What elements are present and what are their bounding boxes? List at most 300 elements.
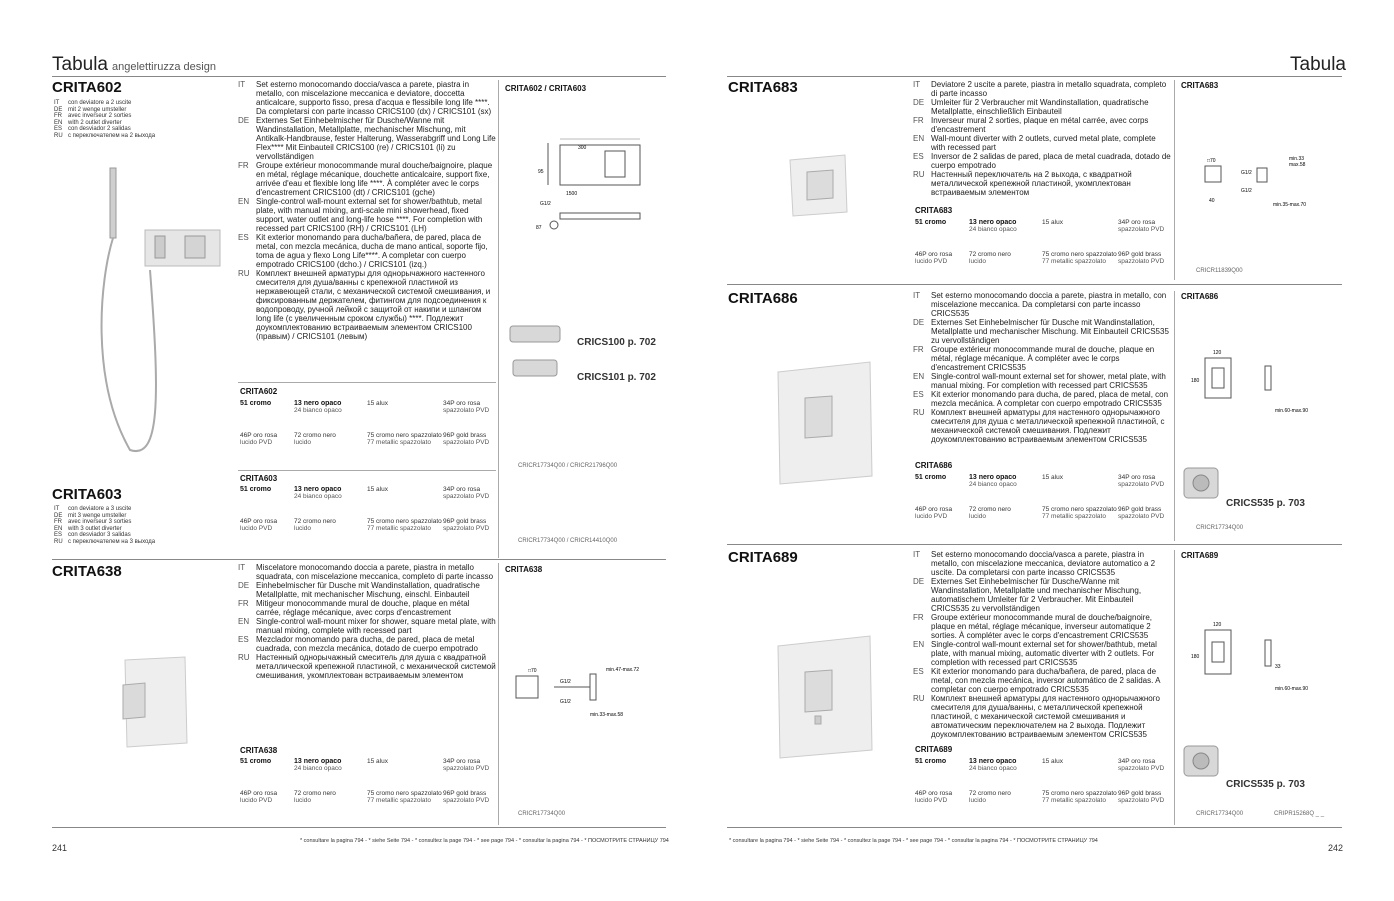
finish-name: 51 cromo bbox=[240, 758, 272, 765]
lang-code: ES bbox=[913, 152, 924, 161]
variant-row bbox=[54, 133, 155, 140]
lang-code: FR bbox=[913, 345, 924, 354]
diverter-button bbox=[815, 716, 821, 724]
lang-code: FR bbox=[913, 613, 924, 622]
crics-images bbox=[505, 320, 565, 384]
shower-hose bbox=[102, 238, 156, 451]
variant-row bbox=[54, 513, 155, 520]
description-text: Groupe extérieur monocommande mural douche/baignoire, plaque en métal, réglage mécanique, douchette anticalcaire, support fixe, arrivée d'eau et flexible long life ****. À compléter avec le corps d'encastrement CRICS100 (dt) / CRICS101 (gche) bbox=[256, 161, 493, 197]
finish-detail: lucido bbox=[294, 797, 311, 804]
finish-cell bbox=[915, 219, 946, 226]
finish-cell bbox=[367, 758, 388, 765]
dim-label: min.60-max.90 bbox=[1275, 686, 1309, 692]
finish-name: 15 alux bbox=[367, 400, 388, 407]
dim-label: G1/2 bbox=[1241, 188, 1252, 194]
finish-cell bbox=[969, 219, 1017, 233]
lang-code: RU bbox=[54, 538, 63, 545]
finish-detail: spazzolato PVD bbox=[1118, 258, 1165, 265]
description-row bbox=[238, 635, 496, 653]
finish-name: 75 cromo nero spazzolato bbox=[367, 432, 442, 439]
column-divider bbox=[498, 563, 499, 825]
dim-label: 40 bbox=[1209, 198, 1215, 204]
lang-code: IT bbox=[913, 291, 921, 300]
finish-cell bbox=[1118, 219, 1164, 233]
finish-name: 96P gold brass bbox=[1118, 790, 1162, 797]
finish-cell bbox=[915, 474, 946, 481]
finish-name: 51 cromo bbox=[915, 758, 947, 765]
description-text: Deviatore 2 uscite a parete, piastra in metallo squadrata, completo di parte incasso bbox=[931, 80, 1167, 98]
variant-row bbox=[54, 126, 155, 133]
header-rule-right bbox=[727, 76, 1342, 77]
description-row bbox=[913, 98, 1171, 116]
lang-code: EN bbox=[238, 197, 250, 206]
dim-label: 180 bbox=[1191, 378, 1200, 384]
diverter-handle bbox=[185, 236, 205, 258]
finish-name: 15 alux bbox=[367, 758, 388, 765]
description-row bbox=[913, 577, 1171, 613]
lang-code: RU bbox=[238, 653, 250, 662]
finish-detail: lucido bbox=[294, 439, 311, 446]
description-text: Externes Set Einhebelmischer für Dusche/Wanne mit Wandinstallation, Metallplatte und mechanischer Mischung, automatischem Umleiter für 2 Verbraucher. Mit Einbauteil CRICS535 zu vervollständigen bbox=[931, 577, 1142, 613]
description-text: Kit exterior monomando para ducha/bañera, de pared, placa de metal, con mezcla mecánica, ducha de mano antical, soporte fijo, toma de agua y flexo Long Life****. A completar con cuerpo empotrado CRICS100 (dcho.) / CRICS101 (izq.) bbox=[256, 233, 488, 269]
finish-cell bbox=[915, 506, 952, 520]
variant-text: with 3 outlet diverter bbox=[68, 525, 122, 532]
description-text: Umleiter für 2 Verbraucher mit Wandinstallation, quadratische Metallplatte, einschließlich Einbauteil bbox=[931, 98, 1149, 116]
finish-name: 51 cromo bbox=[915, 474, 947, 481]
description-text: Single-control wall-mount external set for shower/bathtub, metal plate, with manual mixing, anti-scale mini showerhead, fixed support, water outlet and long-life hose ****. For completion with recessed part CRICS100 (RH) / CRICS101 (LH) bbox=[256, 197, 483, 233]
crics535-image bbox=[1180, 462, 1222, 506]
finish-name: 34P oro rosa bbox=[443, 486, 481, 493]
finish-detail: lucido PVD bbox=[240, 439, 273, 446]
product-code-crita602: CRITA602 bbox=[52, 79, 122, 96]
description-text: Kit exterior monomando para ducha, de pared, placa de metal, con mezcla mecánica. A completar con cuerpo empotrado CRICS535 bbox=[931, 390, 1169, 408]
finish-detail: spazzolato PVD bbox=[443, 407, 490, 414]
drawing-plate bbox=[1205, 630, 1231, 674]
description-text: Single-control wall-mount mixer for shower, square metal plate, with manual mixing, complete with recessed part bbox=[256, 617, 496, 635]
finish-detail: lucido PVD bbox=[915, 797, 948, 804]
finish-cell bbox=[367, 400, 388, 407]
variant-row bbox=[54, 519, 155, 526]
spare-ref-689: CRICR17734Q00 bbox=[1196, 811, 1244, 817]
spare-ref-638: CRICR17734Q00 bbox=[518, 811, 566, 817]
finish-detail: 77 metallic spazzolato bbox=[367, 525, 431, 532]
diagram-title-683: CRITA683 bbox=[1181, 81, 1219, 90]
finish-detail: spazzolato PVD bbox=[1118, 797, 1165, 804]
dim-label: G1/2 bbox=[1241, 170, 1252, 176]
finish-detail: lucido PVD bbox=[240, 797, 273, 804]
finish-cell bbox=[1042, 251, 1117, 265]
description-row bbox=[913, 694, 1171, 739]
diagram-title-602: CRITA602 / CRITA603 bbox=[505, 84, 587, 93]
description-crita689 bbox=[913, 550, 1171, 739]
finish-cell bbox=[969, 474, 1017, 488]
finish-name: 46P oro rosa bbox=[915, 790, 953, 797]
lang-code: EN bbox=[913, 372, 925, 381]
finish-name: 34P oro rosa bbox=[1118, 219, 1156, 226]
description-text: Mitigeur monocommande mural de douche, plaque en métal carrée, réglage mécanique, avec corps d'encastrement bbox=[256, 599, 470, 617]
mixer-handle bbox=[805, 396, 832, 438]
finish-cell bbox=[1042, 506, 1117, 520]
variant-row bbox=[54, 100, 155, 107]
finish-table-title-689: CRITA689 bbox=[915, 745, 953, 754]
designer-name: angelettiruzza design bbox=[112, 61, 216, 73]
finish-detail: spazzolato PVD bbox=[443, 525, 490, 532]
diagram-title-638: CRITA638 bbox=[505, 565, 543, 574]
finish-cell bbox=[1118, 758, 1164, 772]
finish-table-602 bbox=[240, 400, 498, 448]
description-row bbox=[913, 318, 1171, 345]
lang-code: IT bbox=[238, 563, 246, 572]
description-row bbox=[238, 233, 496, 269]
finish-name: 34P oro rosa bbox=[443, 400, 481, 407]
finish-detail: spazzolato PVD bbox=[1118, 765, 1165, 772]
column-divider bbox=[498, 80, 499, 558]
description-row bbox=[913, 613, 1171, 640]
finish-name: 34P oro rosa bbox=[1118, 474, 1156, 481]
finish-name: 13 nero opaco bbox=[294, 758, 342, 765]
variant-text: avec inverseur 2 sorties bbox=[68, 113, 132, 120]
lang-code: DE bbox=[238, 581, 250, 590]
finish-detail: 24 bianco opaco bbox=[969, 765, 1017, 772]
finish-cell bbox=[240, 432, 277, 446]
description-text: Mezclador monomando para ducha, de pared, placa de metal cuadrada, con mezcla mecánica, dotado de cuerpo empotrado bbox=[256, 635, 478, 653]
description-text: Externes Set Einhebelmischer für Dusche mit Wandinstallation, Metallplatte und mechanischer Mischung. Mit Einbauteil CRICS535 zu vervollständigen bbox=[931, 318, 1169, 345]
lang-code: DE bbox=[54, 512, 63, 519]
finish-table-title-683: CRITA683 bbox=[915, 206, 953, 215]
description-row bbox=[913, 152, 1171, 170]
finish-cell bbox=[240, 518, 277, 532]
finish-detail: spazzolato PVD bbox=[443, 493, 490, 500]
finish-name: 75 cromo nero spazzolato bbox=[1042, 251, 1117, 258]
finish-name: 96P gold brass bbox=[1118, 506, 1162, 513]
finish-table-683 bbox=[915, 219, 1173, 267]
finish-detail: 24 bianco opaco bbox=[969, 481, 1017, 488]
finish-name: 15 alux bbox=[1042, 219, 1063, 226]
drawing-side bbox=[1257, 168, 1267, 182]
finish-name: 75 cromo nero spazzolato bbox=[367, 518, 442, 525]
crics100-image bbox=[510, 326, 560, 342]
product-image-crita638 bbox=[105, 655, 195, 750]
description-text: Настенный переключатель на 2 выхода, с квадратной металлической крепежной пластиной, укомплектован встраиваемым элементом bbox=[931, 170, 1132, 197]
lang-code: ES bbox=[913, 667, 924, 676]
description-row bbox=[913, 550, 1171, 577]
page-number-right: 242 bbox=[1328, 843, 1344, 853]
column-divider bbox=[1174, 550, 1175, 825]
technical-drawing-638 bbox=[510, 662, 650, 722]
dim-label: 87 bbox=[536, 225, 542, 231]
finish-detail: spazzolato PVD bbox=[443, 765, 490, 772]
finish-cell bbox=[1042, 790, 1117, 804]
variant-row bbox=[54, 506, 155, 513]
finish-name: 13 nero opaco bbox=[969, 474, 1017, 481]
description-crita683 bbox=[913, 80, 1171, 197]
variant-text: con deviatore a 3 uscite bbox=[68, 506, 132, 512]
finish-cell bbox=[443, 486, 489, 500]
mixer-handle bbox=[155, 236, 165, 258]
lang-code: RU bbox=[913, 408, 925, 417]
finish-name: 13 nero opaco bbox=[969, 758, 1017, 765]
finish-name: 46P oro rosa bbox=[240, 790, 278, 797]
finish-detail: 77 metallic spazzolato bbox=[367, 797, 431, 804]
finish-detail: lucido bbox=[969, 258, 986, 265]
variant-list-603 bbox=[54, 506, 155, 546]
finish-detail: 77 metallic spazzolato bbox=[1042, 513, 1106, 520]
description-crita638 bbox=[238, 563, 496, 680]
finish-cell bbox=[367, 790, 442, 804]
dim-label: G1/2 bbox=[560, 699, 571, 705]
finish-name: 46P oro rosa bbox=[240, 518, 278, 525]
description-text: Einhebelmischer für Dusche mit Wandinstallation, quadratische Metallplatte, mit mechanischer Mischung, einschl. Einbauteil bbox=[256, 581, 480, 599]
description-text: Комплект внешней арматуры для однорычажного настенного смесителя для душа/ванны с крепежной пластиной из нержавеющей стали, с механической системой смешивания, и фиксированным держателем, фитингом для подсоединения к водопроводу, ручной лейкой с защитой от накипи и шлангом long life (с увеличенным сроком службы) ****. Подлежит доукомплектованию встраиваемым элементом CRICS100 (правым) / CRICS101 (левым) bbox=[256, 269, 491, 341]
mixer-handle bbox=[805, 670, 832, 712]
finish-detail: lucido bbox=[969, 513, 986, 520]
finish-table-686 bbox=[915, 474, 1173, 522]
section-rule bbox=[727, 544, 1342, 545]
finish-cell bbox=[915, 758, 946, 765]
divider bbox=[238, 382, 496, 383]
finish-table-603 bbox=[240, 486, 498, 534]
description-row bbox=[913, 116, 1171, 134]
finish-name: 96P gold brass bbox=[443, 432, 487, 439]
lang-code: EN bbox=[238, 617, 250, 626]
finish-name: 51 cromo bbox=[240, 486, 272, 493]
description-row bbox=[913, 640, 1171, 667]
finish-name: 46P oro rosa bbox=[240, 432, 278, 439]
finish-detail: 24 bianco opaco bbox=[294, 765, 342, 772]
description-text: Groupe extérieur monocommande mural de douche, plaque en métal, réglage mécanique. À compléter avec le corps d'encastrement CRICS535 bbox=[931, 345, 1155, 372]
finish-cell bbox=[969, 506, 1011, 520]
finish-cell bbox=[1118, 251, 1164, 265]
lang-code: DE bbox=[913, 98, 925, 107]
finish-name: 51 cromo bbox=[915, 219, 947, 226]
technical-drawing-683 bbox=[1185, 150, 1325, 210]
finish-cell bbox=[443, 432, 489, 446]
finish-name: 15 alux bbox=[367, 486, 388, 493]
finish-detail: 24 bianco opaco bbox=[294, 407, 342, 414]
description-row bbox=[913, 408, 1171, 444]
dim-label: max.58 bbox=[1289, 162, 1306, 168]
description-row bbox=[238, 116, 496, 161]
finish-cell bbox=[915, 790, 952, 804]
finish-name: 46P oro rosa bbox=[915, 506, 953, 513]
product-code-crita683: CRITA683 bbox=[728, 79, 798, 96]
finish-detail: spazzolato PVD bbox=[1118, 226, 1165, 233]
finish-detail: 24 bianco opaco bbox=[969, 226, 1017, 233]
product-image-crita683 bbox=[785, 150, 865, 220]
lang-code: FR bbox=[54, 519, 62, 526]
brand-title: Tabula bbox=[52, 54, 108, 75]
finish-cell bbox=[443, 758, 489, 772]
finish-table-638 bbox=[240, 758, 498, 806]
brand-title-right: Tabula bbox=[1290, 54, 1346, 75]
lang-code: RU bbox=[238, 269, 250, 278]
footnote-left: * consultare la pagina 794 - * siehe Seite 794 - * consultez la page 794 - * see page 794 - * consultar la pagina 794 - * ПОСМОТРИТЕ СТРАНИЦУ 794 bbox=[300, 838, 669, 844]
variant-text: con deviatore a 2 uscite bbox=[68, 100, 132, 106]
description-row bbox=[238, 563, 496, 581]
description-text: Set esterno monocomando doccia/vasca a parete, piastra in metallo, con miscelazione meccanica, deviatore automatico a 2 uscite. Da completarsi con parte incasso CRICS535 bbox=[931, 550, 1156, 577]
lang-code: DE bbox=[913, 318, 925, 327]
lang-code: DE bbox=[238, 116, 250, 125]
left-header bbox=[52, 54, 216, 76]
finish-name: 13 nero opaco bbox=[294, 486, 342, 493]
description-text: Inversor de 2 salidas de pared, placa de metal cuadrada, dotado de cuerpo empotrado bbox=[931, 152, 1171, 170]
description-row bbox=[913, 345, 1171, 372]
dim-label: min.35-max.70 bbox=[1273, 202, 1307, 208]
lang-code: IT bbox=[54, 506, 60, 512]
product-code-crita686: CRITA686 bbox=[728, 290, 798, 307]
lang-code: EN bbox=[913, 640, 925, 649]
finish-cell bbox=[367, 486, 388, 493]
finish-cell bbox=[1042, 474, 1063, 481]
finish-cell bbox=[1118, 506, 1164, 520]
variant-text: avec inverseur 3 sorties bbox=[68, 519, 132, 526]
footnote-right: * consultare la pagina 794 - * siehe Seite 794 - * consultez la page 794 - * see page 794 - * consultar la pagina 794 - * ПОСМОТРИТЕ СТРАНИЦУ 794 bbox=[729, 838, 1098, 844]
diverter-knob bbox=[807, 170, 833, 200]
dim-label: □70 bbox=[1207, 158, 1216, 164]
lang-code: FR bbox=[913, 116, 924, 125]
finish-cell bbox=[443, 790, 489, 804]
crics535-image bbox=[1180, 740, 1222, 784]
spare-ref-603: CRICR17734Q00 / CRICR14410Q00 bbox=[518, 538, 618, 544]
product-code-crita689: CRITA689 bbox=[728, 549, 798, 566]
spare-ref-602: CRICR17734Q00 / CRICR21796Q00 bbox=[518, 463, 618, 469]
description-crita686 bbox=[913, 291, 1171, 444]
description-text: Комплект внешней арматуры для настенного однорычажного смесителя для душа/ванны, с металлической крепежной пластиной, с механической системой смешивания и автоматическим переключателем на 2 выхода. Подлежит доукомплектованию встраиваемым элементом CRICS535 bbox=[931, 694, 1160, 739]
finish-cell bbox=[294, 432, 336, 446]
description-row bbox=[238, 581, 496, 599]
lang-code: RU bbox=[54, 132, 63, 139]
finish-cell bbox=[1118, 474, 1164, 488]
finish-cell bbox=[969, 251, 1011, 265]
finish-name: 72 cromo nero bbox=[969, 506, 1011, 513]
description-row bbox=[238, 161, 496, 197]
description-text: Wall-mount diverter with 2 outlets, curved metal plate, complete with recessed part bbox=[931, 134, 1156, 152]
column-divider bbox=[1174, 291, 1175, 541]
dim-label: 33 bbox=[1275, 664, 1281, 670]
valve-core bbox=[1193, 475, 1209, 491]
finish-cell bbox=[240, 486, 271, 493]
drawing-handle bbox=[1212, 642, 1224, 662]
drawing-plate bbox=[560, 145, 640, 185]
finish-name: 46P oro rosa bbox=[915, 251, 953, 258]
technical-drawing-686 bbox=[1185, 348, 1325, 418]
dim-label: □70 bbox=[528, 668, 537, 674]
variant-text: с переключателем на 3 выхода bbox=[68, 538, 156, 545]
variant-text: mit 3 wenge umsteller bbox=[68, 512, 127, 519]
lang-code: IT bbox=[238, 80, 246, 89]
page-number-left: 241 bbox=[52, 843, 68, 853]
variant-row bbox=[54, 107, 155, 114]
lang-code: DE bbox=[54, 106, 63, 113]
finish-cell bbox=[294, 518, 336, 532]
lang-code: EN bbox=[54, 119, 63, 126]
finish-table-title-603: CRITA603 bbox=[240, 474, 278, 483]
variant-row bbox=[54, 526, 155, 533]
lang-code: RU bbox=[913, 694, 925, 703]
variant-text: with 2 outlet diverter bbox=[68, 119, 122, 126]
description-row bbox=[913, 291, 1171, 318]
finish-cell bbox=[915, 251, 952, 265]
lang-code: ES bbox=[54, 532, 63, 539]
description-row bbox=[238, 599, 496, 617]
drawing-side bbox=[1265, 366, 1271, 390]
finish-name: 15 alux bbox=[1042, 758, 1063, 765]
footer-rule-right bbox=[727, 827, 1342, 828]
drawing-plate bbox=[1205, 358, 1231, 398]
description-text: Single-control wall-mount external set for shower, metal plate, with manual mixing. For completion with recessed part CRICS535 bbox=[931, 372, 1166, 390]
product-image-crita689 bbox=[770, 632, 880, 762]
finish-detail: lucido PVD bbox=[915, 258, 948, 265]
lang-code: ES bbox=[238, 233, 249, 242]
finish-detail: lucido PVD bbox=[915, 513, 948, 520]
dim-label: min.47-max.72 bbox=[606, 667, 640, 673]
header-rule bbox=[52, 76, 666, 77]
variant-text: con desviador 2 salidas bbox=[68, 126, 131, 133]
product-image-crita602 bbox=[90, 160, 230, 460]
description-text: Miscelatore monocomando doccia a parete, piastra in metallo squadrata, con miscelazione meccanica, completo di parte incasso bbox=[256, 563, 494, 581]
lang-code: FR bbox=[54, 113, 62, 120]
dim-label: 300 bbox=[578, 145, 587, 151]
spare-ref2-689: CRIPR15268Q _ _ bbox=[1274, 811, 1325, 817]
dim-label: 1500 bbox=[566, 191, 578, 197]
dim-label: 180 bbox=[1191, 654, 1200, 660]
dim-label: min.33-max.58 bbox=[590, 712, 624, 718]
description-crita602 bbox=[238, 80, 496, 341]
description-text: Inverseur mural 2 sorties, plaque en métal carrée, avec corps d'encastrement bbox=[931, 116, 1149, 134]
lang-code: FR bbox=[238, 161, 249, 170]
divider bbox=[238, 470, 496, 471]
description-row bbox=[913, 134, 1171, 152]
finish-cell bbox=[1118, 790, 1164, 804]
finish-name: 51 cromo bbox=[240, 400, 272, 407]
lang-code: RU bbox=[913, 170, 925, 179]
description-text: Настенный однорычажный смеситель для душа с квадратной металлической крепежной пластиной, с механической системой смешивания, укомплектован встраиваемым элементом bbox=[256, 653, 496, 680]
finish-detail: lucido bbox=[294, 525, 311, 532]
description-text: Set esterno monocomando doccia/vasca a parete, piastra in metallo, con miscelazione meccanica e deviatore, doccetta anticalcare, supporto fisso, presa d'acqua e flessibile long life ****. Da completarsi con parte incasso CRICS100 (dx) / CRICS101 (sx) bbox=[256, 80, 492, 116]
description-row bbox=[913, 667, 1171, 694]
crics101-image bbox=[513, 360, 557, 376]
crics535-ref-686: CRICS535 p. 703 bbox=[1226, 498, 1305, 509]
finish-cell bbox=[969, 758, 1017, 772]
crics101-ref: CRICS101 p. 702 bbox=[577, 372, 656, 383]
diagram-title-686: CRITA686 bbox=[1181, 292, 1219, 301]
finish-cell bbox=[443, 518, 489, 532]
finish-cell bbox=[294, 486, 342, 500]
description-row bbox=[913, 80, 1171, 98]
finish-detail: 77 metallic spazzolato bbox=[367, 439, 431, 446]
finish-detail: spazzolato PVD bbox=[1118, 481, 1165, 488]
finish-detail: lucido bbox=[969, 797, 986, 804]
valve-core bbox=[1193, 753, 1209, 769]
finish-detail: spazzolato PVD bbox=[443, 797, 490, 804]
finish-table-title-602: CRITA602 bbox=[240, 387, 278, 396]
description-text: Set esterno monocomando doccia a parete, piastra in metallo, con miscelazione meccanica. Da completarsi con parte incasso CRICS535 bbox=[931, 291, 1167, 318]
finish-cell bbox=[294, 400, 342, 414]
finish-name: 75 cromo nero spazzolato bbox=[367, 790, 442, 797]
dim-label: min.33 bbox=[1289, 156, 1305, 162]
finish-cell bbox=[240, 758, 271, 765]
lang-code: ES bbox=[238, 635, 249, 644]
finish-cell bbox=[367, 432, 442, 446]
section-rule bbox=[727, 284, 1342, 285]
finish-name: 96P gold brass bbox=[443, 790, 487, 797]
drawing-plate bbox=[1205, 166, 1221, 182]
section-rule bbox=[52, 559, 666, 560]
product-image-crita686 bbox=[770, 358, 880, 488]
description-text: Externes Set Einhebelmischer für Dusche/Wanne mit Wandinstallation, Metallplatte, mechanischer Mischung, mit Antikalk-Handbrause, fester Halterung, Wasserabgriff und Long Life Flex**** Mit Einbauteil CRICS100 (re) / CRICS101 (li) zu vervollständigen bbox=[256, 116, 496, 161]
finish-name: 96P gold brass bbox=[1118, 251, 1162, 258]
finish-name: 96P gold brass bbox=[443, 518, 487, 525]
